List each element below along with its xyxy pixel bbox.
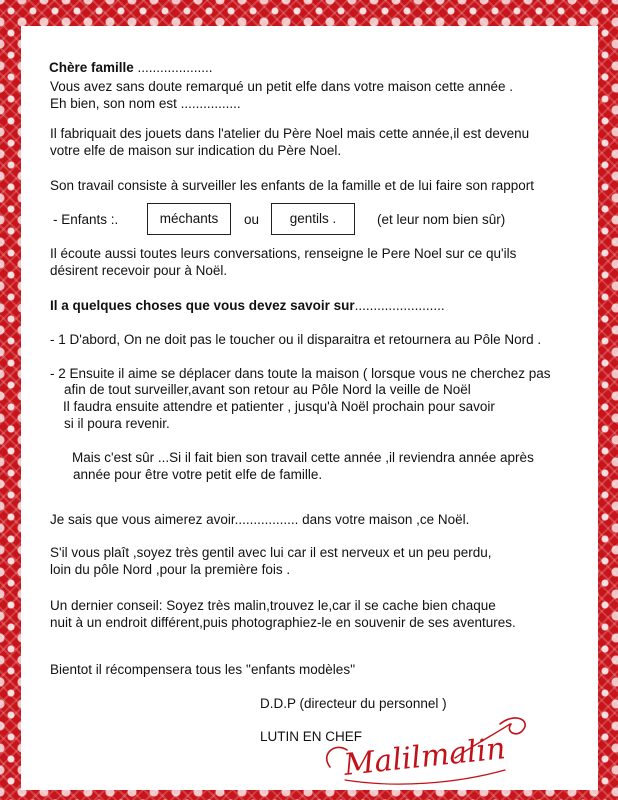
listen-line-2: désirent recevoir pour à Noël. xyxy=(50,263,228,278)
flourish-curl-top xyxy=(500,718,525,734)
sais-line: Je sais que vous aimerez avoir................. dans votre maison ,ce Noël. xyxy=(50,512,470,527)
ou-label: ou xyxy=(244,212,260,227)
plait-line-2: loin du pôle Nord ,pour la première fois . xyxy=(50,562,291,577)
conseil-line-2: nuit à un endroit différent,puis photographiez-le en souvenir de ses aventures. xyxy=(50,615,516,630)
enfants-note: (et leur nom bien sûr) xyxy=(377,212,506,227)
workshop-line-1: Il fabriquait des jouets dans l'atelier du Père Noel mais cette année,il est devenu xyxy=(50,126,530,141)
greeting: Chère famille xyxy=(49,60,134,75)
things-heading-line xyxy=(50,298,445,314)
rule-item-2-line-2: afin de tout surveiller,avant son retour au Pôle Nord la veille de Noël xyxy=(64,382,471,397)
rule-item-1: - 1 D'abord, On ne doit pas le toucher ou il disparaitra et retournera au Pôle Nord . xyxy=(50,332,542,347)
mais-line-2: année pour être votre petit elfe de famille. xyxy=(73,467,323,482)
signature-flourish xyxy=(305,672,535,792)
plait-line-1: S'il vous plaît ,soyez très gentil avec lui car il est nerveux et un peu perdu, xyxy=(50,545,492,560)
listen-line-1: Il écoute aussi toutes leurs conversations, renseigne le Pere Noel sur ce qu'ils xyxy=(50,246,517,261)
things-heading: Il a quelques choses que vous devez savoir sur xyxy=(50,298,355,313)
greeting-dots: .................... xyxy=(133,60,213,75)
signature-text: Malilmalin xyxy=(342,731,508,783)
enfants-label: - Enfants :. xyxy=(53,212,119,227)
reward-line: Bientot il récompensera tous les ''enfants modèles'' xyxy=(50,662,356,677)
box-mechants: méchants xyxy=(147,203,231,235)
mais-line-1: Mais c'est sûr ...Si il fait bien son travail cette année ,il reviendra année après xyxy=(72,450,534,465)
lutin-line: LUTIN EN CHEF xyxy=(260,729,363,744)
ddp-line: D.D.P (directeur du personnel ) xyxy=(260,696,447,711)
conseil-line-1: Un dernier conseil: Soyez très malin,trouvez le,car il se cache bien chaque xyxy=(50,598,496,613)
rule-item-2-line-3: Il faudra ensuite attendre et patienter , jusqu'à Noël prochain pour savoir xyxy=(63,399,495,414)
intro-line-2: Eh bien, son nom est ................ xyxy=(50,96,241,111)
job-line: Son travail consiste à surveiller les enfants de la famille et de lui faire son rapport xyxy=(50,178,534,193)
intro-line-1: Vous avez sans doute remarqué un petit elfe dans votre maison cette année . xyxy=(50,79,514,94)
things-dots: ........................ xyxy=(354,298,445,313)
rule-item-2-line-4: si il poura revenir. xyxy=(64,416,170,431)
greeting-line xyxy=(49,60,213,76)
box-gentils: gentils . xyxy=(271,203,355,235)
rule-item-2-line-1: - 2 Ensuite il aime se déplacer dans toute la maison ( lorsque vous ne cherchez pas xyxy=(50,366,551,381)
workshop-line-2: votre elfe de maison sur indication du Père Noel. xyxy=(50,143,342,158)
